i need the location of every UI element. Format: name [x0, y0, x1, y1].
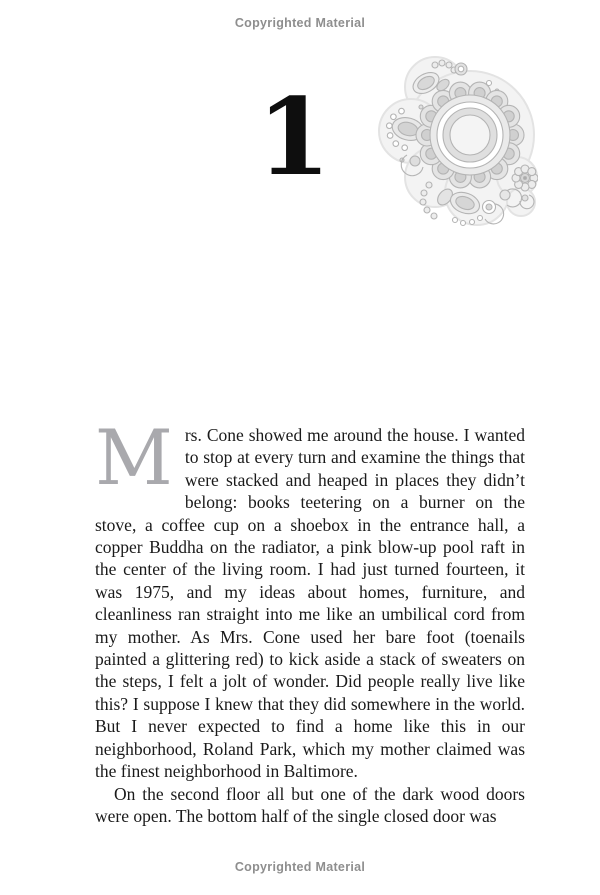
- paisley-ornament-graphic: [377, 55, 538, 228]
- chapter-number: 1: [257, 74, 331, 199]
- paragraph-second: On the second floor all but one of the dark wood doors were open. The bottom half of the single closed door was: [95, 783, 525, 826]
- drop-cap: M: [95, 413, 173, 502]
- page-body: [95, 413, 525, 827]
- paragraph-first-text: rs. Cone showed me around the house. I wanted to stop at every turn and examine the things that were stacked and heaped in places they didn’t belong: books teetering on a burner on the stove, a coffee cup on a shoebox in the entrance hall, a copper Buddha on the radiator, a pink blow-up pool raft in the center of the living room. I had just turned fourteen, it was 1975, and my ideas about homes, furniture, and cleanliness ran straight into me like an umbilical cord from my mother. As Mrs. Cone used her bare foot (toenails painted a glittering red) to kick aside a stack of sweaters on the steps, I felt a jolt of wonder. Did people really live like this? I suppose I knew that they did somewhere in the world. But I never expected to find a home like this in our neighborhood, Roland Park, which my mother claimed was the finest neighborhood in Baltimore.: [95, 425, 525, 782]
- copyright-notice-top: Copyrighted Material: [234, 16, 366, 30]
- paragraph-first: [95, 413, 525, 783]
- copyright-notice-bottom: Copyrighted Material: [234, 860, 366, 874]
